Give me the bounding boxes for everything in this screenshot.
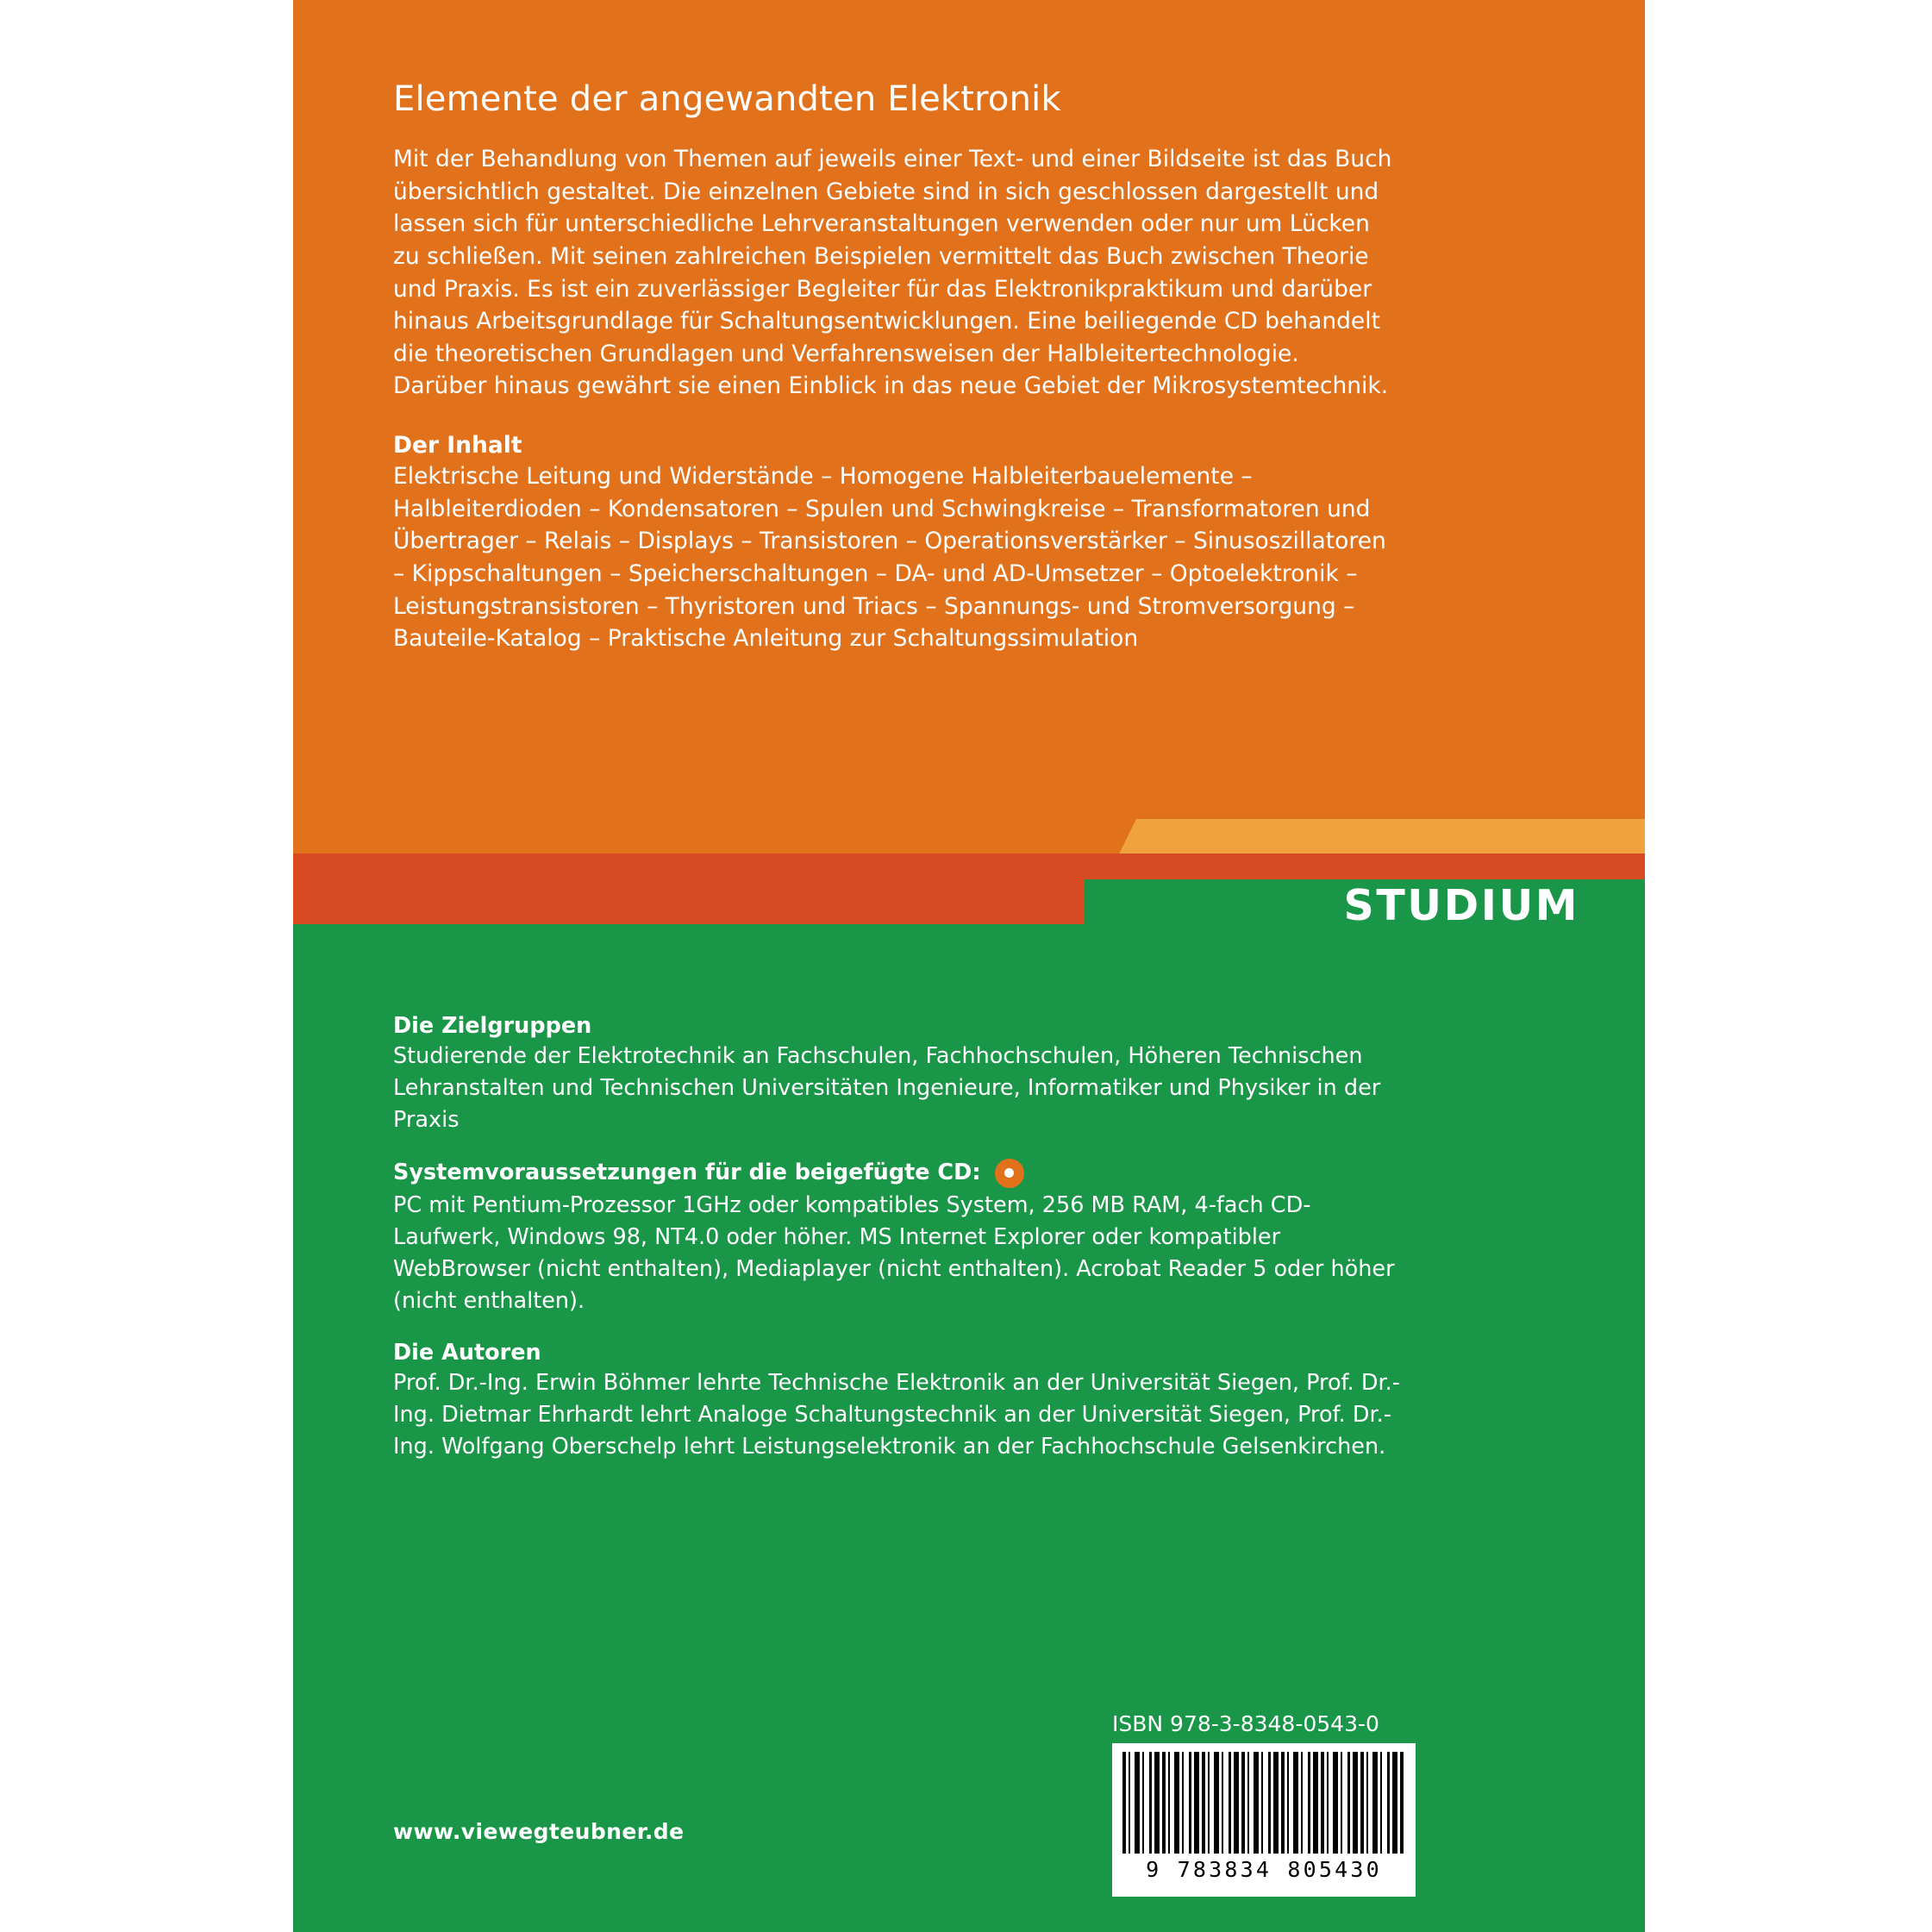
- contents-heading: Der Inhalt: [393, 432, 522, 459]
- system-requirements-text: PC mit Pentium-Prozessor 1GHz oder kompatibles System, 256 MB RAM, 4-fach CD-Laufwerk, Windows 98, NT4.0 oder höher. MS Internet Explorer oder kompatibler WebBrowser (nicht enthalten), Mediaplayer (nicht enthalten). Acrobat Reader 5 oder höher (nicht enthalten).: [393, 1191, 1395, 1314]
- system-requirements-block: [393, 1159, 1410, 1317]
- contents-text: Elektrische Leitung und Widerstände – Homogene Halbleiterbauelemente – Halbleiterdioden – Kondensatoren – Spulen und Schwingkreise – Transformatoren und Übertrager – Relais – Displays – Transistoren – Operationsverstärker – Sinusoszillatoren – Kippschaltungen – Speicherschaltungen – DA- und AD-Umsetzer – Optoelektronik – Leistungstransistoren – Thyristoren und Triacs – Spannungs- und Stromversorgung – Bauteile-Katalog – Praktische Anleitung zur Schaltungssimulation: [393, 463, 1386, 653]
- audience-text: Studierende der Elektrotechnik an Fachschulen, Fachhochschulen, Höheren Technischen Lehranstalten und Technischen Universitäten Ingenieure, Informatiker und Physiker in der Praxis: [393, 1043, 1381, 1133]
- orange-text-area: [393, 79, 1393, 655]
- system-requirements-heading: Systemvoraussetzungen für die beigefügte CD:: [393, 1159, 981, 1185]
- cd-icon: [995, 1159, 1024, 1188]
- series-label: STUDIUM: [1343, 881, 1579, 930]
- system-requirements-heading-row: [393, 1159, 1410, 1188]
- authors-heading: Die Autoren: [393, 1339, 541, 1366]
- barcode-digits: 9 783834 805430: [1146, 1857, 1382, 1882]
- barcode: [1112, 1743, 1416, 1897]
- green-text-area: [393, 1013, 1410, 1485]
- authors-text: Prof. Dr.-Ing. Erwin Böhmer lehrte Technische Elektronik an der Universität Siegen, Prof. Dr.-Ing. Dietmar Ehrhardt lehrt Analoge Schaltungstechnik an der Universität Siegen, Prof. Dr.-Ing. Wolfgang Oberschelp lehrt Leistungselektronik an der Fachhochschule Gelsenkirchen.: [393, 1369, 1400, 1460]
- isbn-number: ISBN 978-3-8348-0543-0: [1112, 1711, 1379, 1736]
- barcode-bars: [1122, 1752, 1405, 1854]
- audience-block: [393, 1013, 1410, 1136]
- authors-block: [393, 1340, 1410, 1463]
- book-title: Elemente der angewandten Elektronik: [393, 79, 1061, 119]
- intro-paragraph: Mit der Behandlung von Themen auf jeweils einer Text- und einer Bildseite ist das Buch übersichtlich gestaltet. Die einzelnen Gebiete sind in sich geschlossen dargestellt und lassen sich für unterschiedliche Lehrveranstaltungen verwenden oder nur um Lücken zu schließen. Mit seinen zahlreichen Beispielen vermittelt das Buch zwischen Theorie und Praxis. Es ist ein zuverlässiger Begleiter für das Elektronikpraktikum und darüber hinaus Arbeitsgrundlage für Schaltungsentwicklungen. Eine beiliegende CD behandelt die theoretischen Grundlagen und Verfahrensweisen der Halbleitertechnologie. Darüber hinaus gewährt sie einen Einblick in das neue Gebiet der Mikrosystemtechnik.: [393, 146, 1392, 400]
- book-cover: [293, 0, 1645, 1932]
- publisher-website: www.viewegteubner.de: [393, 1819, 685, 1844]
- audience-heading: Die Zielgruppen: [393, 1013, 592, 1039]
